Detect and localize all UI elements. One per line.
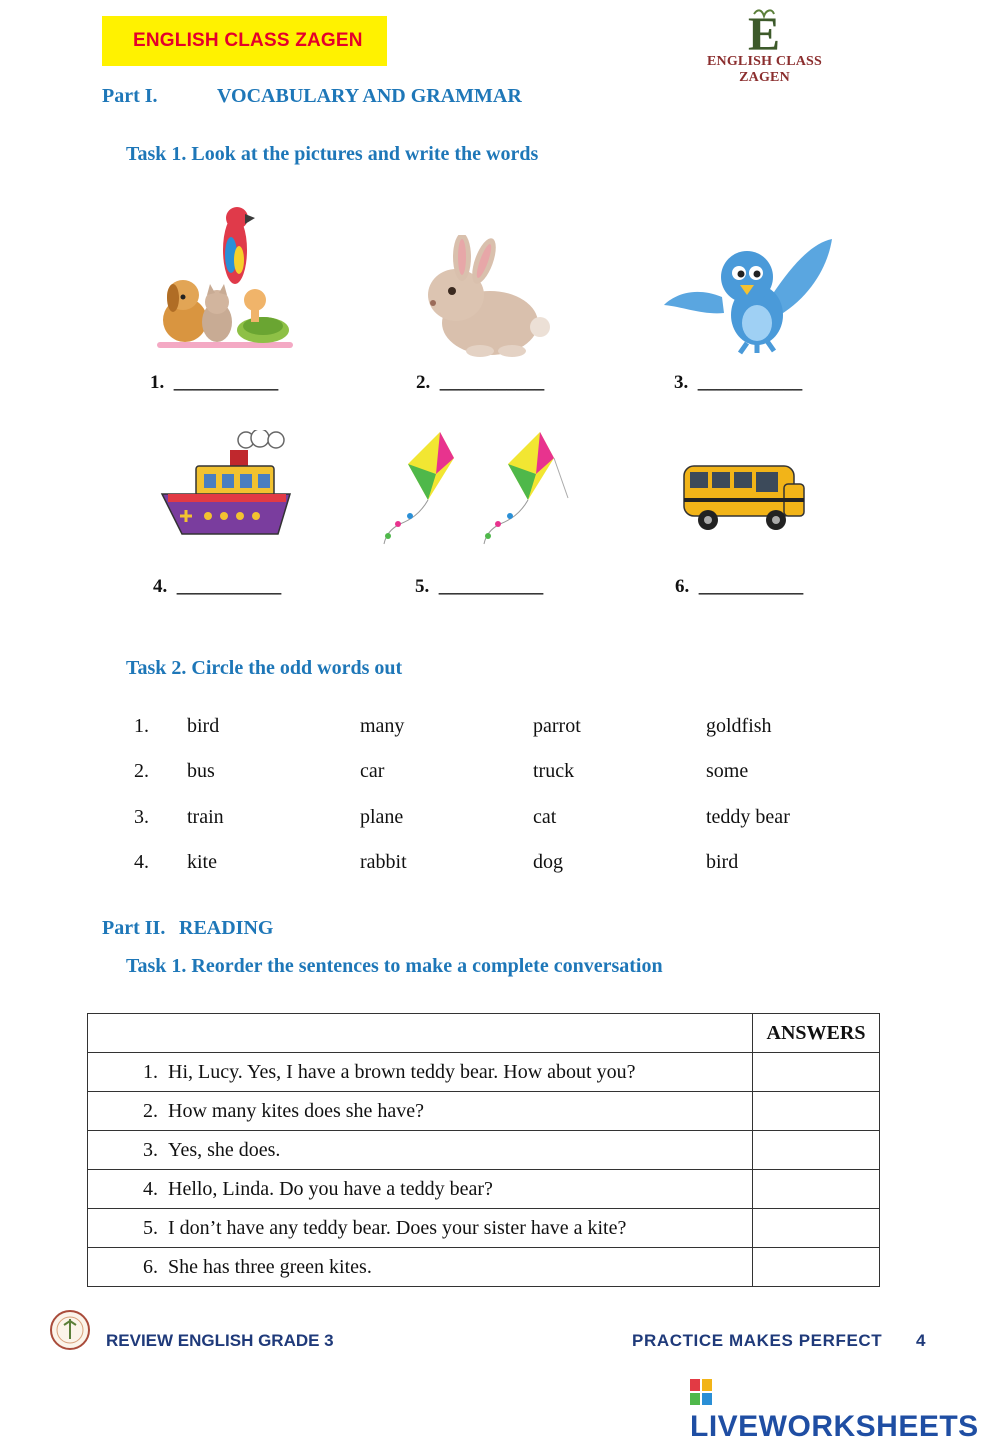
item-number: 6. [675, 576, 690, 597]
banner-text: ENGLISH CLASS ZAGEN [133, 30, 363, 51]
answer-cell[interactable] [753, 1248, 880, 1287]
task2-title: Task 2. Circle the odd words out [126, 657, 403, 679]
page-number: 4 [916, 1331, 926, 1350]
sentence-text: How many kites does she have? [168, 1099, 425, 1122]
word-option[interactable]: plane [360, 806, 404, 828]
answer-cell[interactable] [753, 1209, 880, 1248]
answer-blank[interactable]: ___________ [697, 372, 803, 393]
sentence-number: 2. [143, 1099, 158, 1122]
answer-cell[interactable] [753, 1170, 880, 1209]
answer-blank[interactable]: ___________ [176, 576, 282, 597]
svg-text:E: E [747, 8, 781, 56]
sentence-number: 4. [143, 1177, 158, 1200]
word-option[interactable]: parrot [533, 715, 581, 737]
row-number: 1. [134, 715, 149, 737]
part1-title: VOCABULARY AND GRAMMAR [217, 85, 522, 107]
word-option[interactable]: dog [533, 851, 563, 873]
header-banner [102, 16, 387, 66]
row-number: 3. [134, 806, 149, 828]
kites-icon [380, 428, 570, 548]
answers-header: ANSWERS [753, 1014, 880, 1053]
word-option[interactable]: bird [706, 851, 739, 873]
liveworksheets-logo-icon [690, 1379, 712, 1405]
sentence-text: She has three green kites. [168, 1255, 372, 1278]
rabbit-icon [422, 235, 552, 359]
part2-title: READING [179, 917, 274, 939]
word-option[interactable]: many [360, 715, 405, 737]
answer-blank[interactable]: ___________ [173, 372, 279, 393]
word-option[interactable]: kite [187, 851, 217, 873]
answer-blank[interactable]: ___________ [439, 372, 545, 393]
answer-blank[interactable]: ___________ [438, 576, 544, 597]
item-number: 5. [415, 576, 430, 597]
logo-letter-icon [692, 6, 837, 56]
logo-text: ENGLISH CLASS ZAGEN [706, 54, 823, 85]
table-row [88, 1053, 880, 1092]
answer-blank[interactable]: ___________ [698, 576, 804, 597]
row-number: 4. [134, 851, 149, 873]
liveworksheets-brand[interactable] [690, 1376, 1000, 1444]
bus-icon [680, 458, 808, 538]
footer-right-text: PRACTICE MAKES PERFECT [632, 1331, 883, 1350]
part1-label: Part I. [102, 85, 158, 107]
row-number: 2. [134, 760, 149, 782]
word-option[interactable]: some [706, 760, 749, 782]
item-number: 4. [153, 576, 168, 597]
footer-left-text: REVIEW ENGLISH GRADE 3 [106, 1331, 334, 1350]
ship-icon [160, 430, 292, 540]
answer-cell[interactable] [753, 1092, 880, 1131]
sentence-number: 1. [143, 1060, 158, 1083]
school-seal-icon [49, 1309, 91, 1351]
reading-task1-title: Task 1. Reorder the sentences to make a complete conversation [126, 955, 663, 977]
table-row [88, 1092, 880, 1131]
sentence-number: 5. [143, 1216, 158, 1239]
word-option[interactable]: teddy bear [706, 806, 790, 828]
item-number: 1. [150, 372, 165, 393]
brand-logo [692, 6, 837, 85]
table-row [88, 1131, 880, 1170]
answer-cell[interactable] [753, 1131, 880, 1170]
part2-label: Part II. [102, 917, 166, 939]
word-option[interactable]: bird [187, 715, 220, 737]
item-number: 3. [674, 372, 689, 393]
answer-cell[interactable] [753, 1053, 880, 1092]
table-row [88, 1209, 880, 1248]
word-option[interactable]: cat [533, 806, 557, 828]
item-number: 2. [416, 372, 431, 393]
table-row [88, 1170, 880, 1209]
sentence-text: Yes, she does. [168, 1138, 281, 1161]
word-option[interactable]: train [187, 806, 224, 828]
conversation-table [87, 1013, 880, 1287]
table-row [88, 1248, 880, 1287]
bird-icon [662, 235, 834, 355]
word-option[interactable]: goldfish [706, 715, 772, 737]
sentence-text: Hello, Linda. Do you have a teddy bear? [168, 1177, 493, 1200]
liveworksheets-text: LIVEWORKSHEETS [690, 1410, 979, 1443]
sentence-number: 6. [143, 1255, 158, 1278]
header-empty-cell [88, 1014, 753, 1053]
task1-title: Task 1. Look at the pictures and write the words [126, 143, 539, 165]
pets-icon [155, 200, 295, 352]
table-header-row [88, 1014, 880, 1053]
sentence-number: 3. [143, 1138, 158, 1161]
sentence-text: Hi, Lucy. Yes, I have a brown teddy bear. How about you? [168, 1060, 636, 1083]
word-option[interactable]: truck [533, 760, 575, 782]
sentence-text: I don’t have any teddy bear. Does your sister have a kite? [168, 1216, 627, 1239]
word-option[interactable]: bus [187, 760, 215, 782]
word-option[interactable]: car [360, 760, 385, 782]
word-option[interactable]: rabbit [360, 851, 407, 873]
